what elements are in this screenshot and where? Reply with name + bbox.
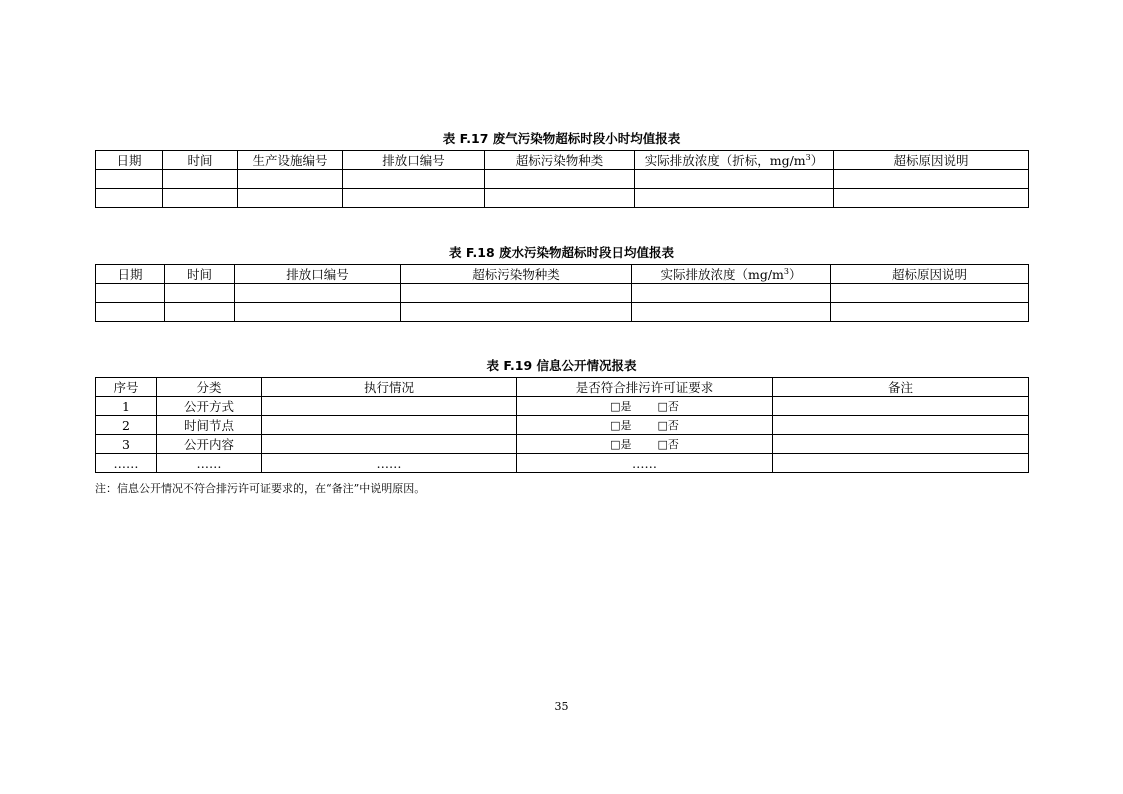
row-category: 公开方式	[157, 397, 262, 416]
table-cell[interactable]	[343, 189, 485, 208]
checkbox-no[interactable]: □否	[657, 419, 679, 432]
table-cell[interactable]	[834, 170, 1029, 189]
table-cell[interactable]	[238, 189, 343, 208]
header-pollutant-type: 超标污染物种类	[485, 151, 635, 170]
row-number: 2	[96, 416, 157, 435]
header-reason: 超标原因说明	[834, 151, 1029, 170]
execution-cell[interactable]	[262, 416, 517, 435]
ellipsis-cell: ……	[157, 454, 262, 473]
header-pollutant-type: 超标污染物种类	[401, 265, 632, 284]
checkbox-no[interactable]: □否	[657, 438, 679, 451]
table-row	[96, 284, 1029, 303]
table-cell[interactable]	[96, 303, 165, 322]
table-cell[interactable]	[238, 170, 343, 189]
execution-cell[interactable]	[262, 435, 517, 454]
table-cell[interactable]	[485, 189, 635, 208]
compliance-cell	[517, 435, 773, 454]
table-cell[interactable]	[96, 284, 165, 303]
table-f18-caption: 表 F.18 废水污染物超标时段日均值报表	[448, 245, 675, 260]
table-f18	[95, 264, 1029, 322]
table-cell[interactable]	[401, 284, 632, 303]
page-number: 35	[554, 700, 569, 713]
header-compliance: 是否符合排污许可证要求	[517, 378, 773, 397]
table-cell[interactable]	[485, 170, 635, 189]
ellipsis-cell: ……	[262, 454, 517, 473]
table-cell[interactable]	[401, 303, 632, 322]
header-outlet-id: 排放口编号	[343, 151, 485, 170]
table-cell[interactable]	[831, 284, 1029, 303]
header-outlet-id: 排放口编号	[235, 265, 401, 284]
table-cell[interactable]	[96, 170, 163, 189]
row-number: 1	[96, 397, 157, 416]
table-cell[interactable]	[635, 189, 834, 208]
table-cell[interactable]	[635, 170, 834, 189]
header-seq: 序号	[96, 378, 157, 397]
table-row	[96, 170, 1029, 189]
remarks-cell[interactable]	[773, 397, 1029, 416]
header-concentration: 实际排放浓度$(mg/m^3)$	[632, 265, 831, 284]
checkbox-yes[interactable]: □是	[610, 419, 632, 432]
header-reason: 超标原因说明	[831, 265, 1029, 284]
header-date: 日期	[96, 151, 163, 170]
row-number: 3	[96, 435, 157, 454]
table-row	[96, 303, 1029, 322]
table-row	[96, 416, 1029, 435]
header-facility-id: 生产设施编号	[238, 151, 343, 170]
table-row	[96, 454, 1029, 473]
table-cell[interactable]	[632, 284, 831, 303]
remarks-cell[interactable]	[773, 454, 1029, 473]
compliance-cell	[517, 397, 773, 416]
checkbox-yes[interactable]: □是	[610, 438, 632, 451]
table-f17-caption: 表 F.17 废气污染物超标时段小时均值报表	[442, 131, 681, 146]
checkbox-yes[interactable]: □是	[610, 400, 632, 413]
header-category: 分类	[157, 378, 262, 397]
compliance-cell	[517, 416, 773, 435]
table-header-row	[96, 265, 1029, 284]
header-date: 日期	[96, 265, 165, 284]
row-category: 公开内容	[157, 435, 262, 454]
header-time: 时间	[163, 151, 238, 170]
table-cell[interactable]	[235, 303, 401, 322]
table-row	[96, 189, 1029, 208]
header-remarks: 备注	[773, 378, 1029, 397]
table-cell[interactable]	[632, 303, 831, 322]
execution-cell[interactable]	[262, 397, 517, 416]
remarks-cell[interactable]	[773, 435, 1029, 454]
table-header-row	[96, 378, 1029, 397]
table-cell[interactable]	[165, 303, 235, 322]
row-category: 时间节点	[157, 416, 262, 435]
table-row	[96, 435, 1029, 454]
ellipsis-cell: ……	[517, 454, 773, 473]
table-f19-caption: 表 F.19 信息公开情况报表	[486, 358, 637, 373]
table-note: 注：信息公开情况不符合排污许可证要求的，在“备注”中说明原因。	[95, 482, 426, 495]
table-f19	[95, 377, 1029, 473]
table-cell[interactable]	[834, 189, 1029, 208]
header-execution: 执行情况	[262, 378, 517, 397]
remarks-cell[interactable]	[773, 416, 1029, 435]
table-cell[interactable]	[831, 303, 1029, 322]
checkbox-no[interactable]: □否	[657, 400, 679, 413]
table-cell[interactable]	[235, 284, 401, 303]
table-cell[interactable]	[343, 170, 485, 189]
table-header-row	[96, 151, 1029, 170]
table-cell[interactable]	[96, 189, 163, 208]
table-cell[interactable]	[163, 170, 238, 189]
header-time: 时间	[165, 265, 235, 284]
table-f17	[95, 150, 1029, 208]
table-cell[interactable]	[165, 284, 235, 303]
ellipsis-cell: ……	[96, 454, 157, 473]
table-cell[interactable]	[163, 189, 238, 208]
table-row	[96, 397, 1029, 416]
header-concentration: 实际排放浓度（折标，$mg/m^3$）	[635, 151, 834, 170]
